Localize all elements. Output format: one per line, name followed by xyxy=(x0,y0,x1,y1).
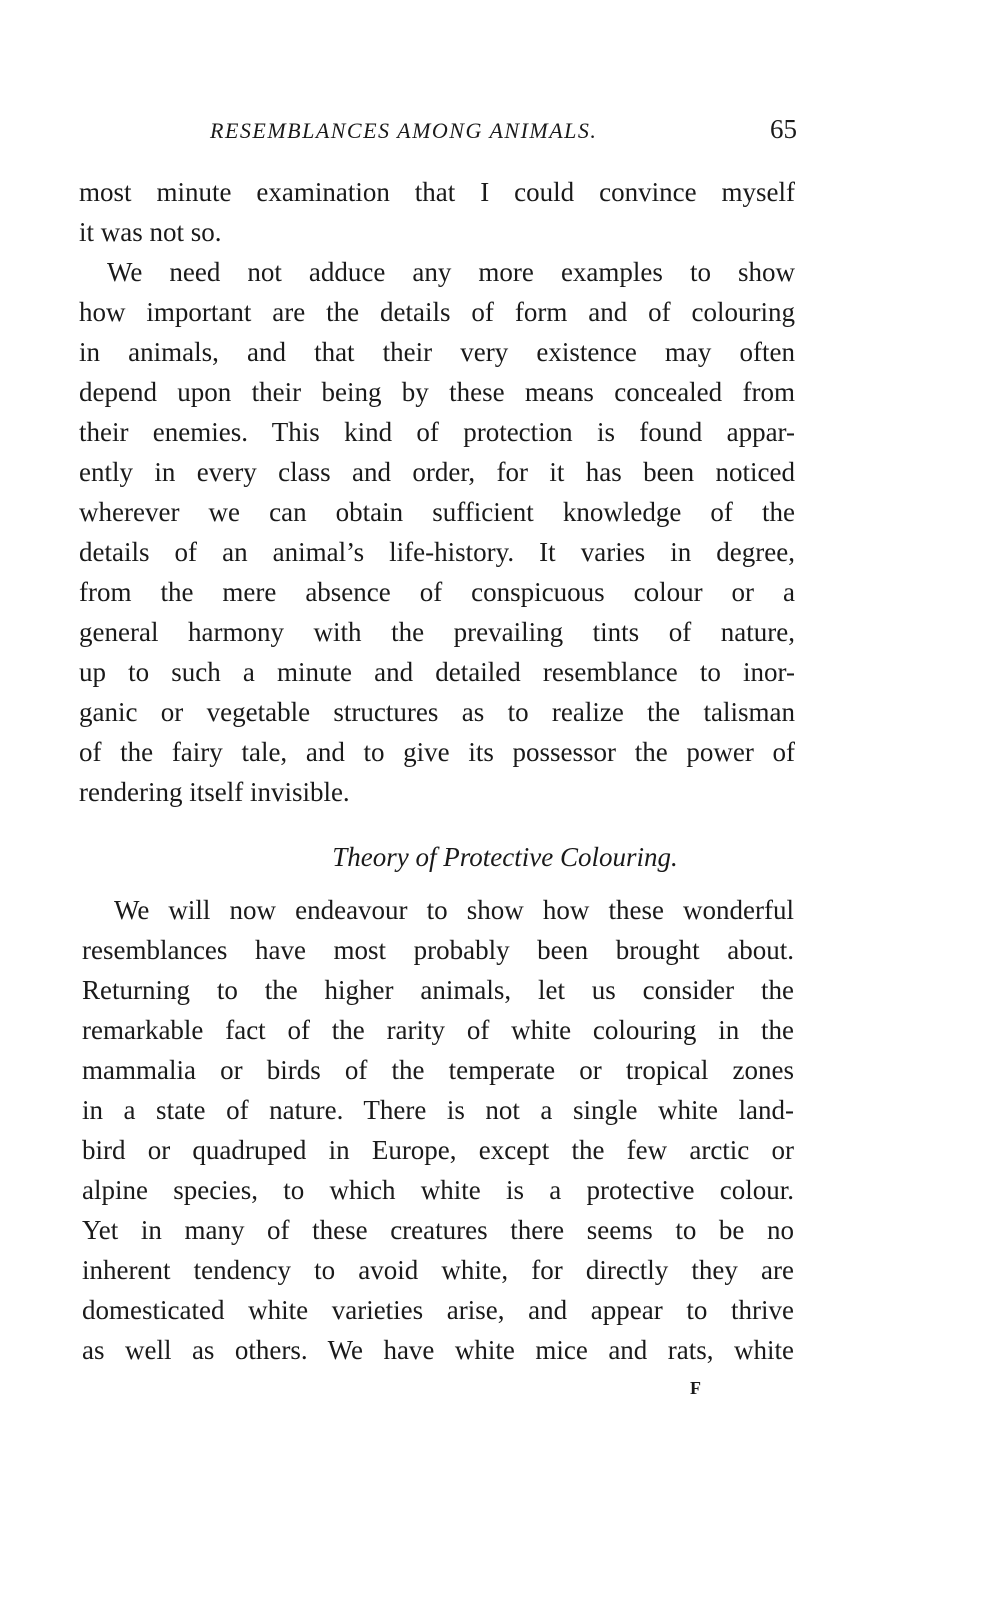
text-line: Yet in many of these creatures there seems to be no xyxy=(82,1215,794,1245)
page-header xyxy=(0,108,1000,148)
text-line: their enemies. This kind of protection is found appar- xyxy=(79,417,795,447)
text-line: most minute examination that I could convince myself xyxy=(79,177,795,207)
text-line: general harmony with the prevailing tints of nature, xyxy=(79,617,795,647)
text-line: details of an animal’s life-history. It varies in degree, xyxy=(79,537,795,567)
text-line: bird or quadruped in Europe, except the few arctic or xyxy=(82,1135,794,1165)
text-line: depend upon their being by these means concealed from xyxy=(79,377,795,407)
body-text xyxy=(79,172,795,812)
text-line: ganic or vegetable structures as to realize the talisman xyxy=(79,697,795,727)
text-line: wherever we can obtain sufficient knowledge of the xyxy=(79,497,795,527)
text-line: rendering itself invisible. xyxy=(79,777,350,807)
page-number: 65 xyxy=(770,114,797,144)
text-line: resemblances have most probably been brought about. xyxy=(82,935,794,965)
text-line: ently in every class and order, for it has been noticed xyxy=(79,457,795,487)
text-line: in a state of nature. There is not a single white land- xyxy=(82,1095,794,1125)
text-line: up to such a minute and detailed resemblance to inor- xyxy=(79,657,795,687)
section-body-text xyxy=(82,890,794,1370)
text-line: alpine species, to which white is a protective colour. xyxy=(82,1175,794,1205)
text-line: domesticated white varieties arise, and appear to thrive xyxy=(82,1295,794,1325)
text-line: as well as others. We have white mice and rats, white xyxy=(82,1335,794,1365)
text-line: in animals, and that their very existence may often xyxy=(79,337,795,367)
text-line: Returning to the higher animals, let us consider the xyxy=(82,975,794,1005)
text-line: it was not so. xyxy=(79,217,222,247)
signature-mark: F xyxy=(690,1378,701,1398)
text-line: mammalia or birds of the temperate or tropical zones xyxy=(82,1055,794,1085)
running-head: RESEMBLANCES AMONG ANIMALS. xyxy=(210,118,598,143)
text-line: We will now endeavour to show how these wonderful xyxy=(114,895,794,925)
section-heading: Theory of Protective Colouring. xyxy=(332,842,678,872)
text-line: We need not adduce any more examples to show xyxy=(107,257,795,287)
text-line: of the fairy tale, and to give its possessor the power of xyxy=(79,737,795,767)
text-line: inherent tendency to avoid white, for directly they are xyxy=(82,1255,794,1285)
text-line: how important are the details of form and of colouring xyxy=(79,297,795,327)
text-line: from the mere absence of conspicuous colour or a xyxy=(79,577,795,607)
text-line: remarkable fact of the rarity of white colouring in the xyxy=(82,1015,794,1045)
